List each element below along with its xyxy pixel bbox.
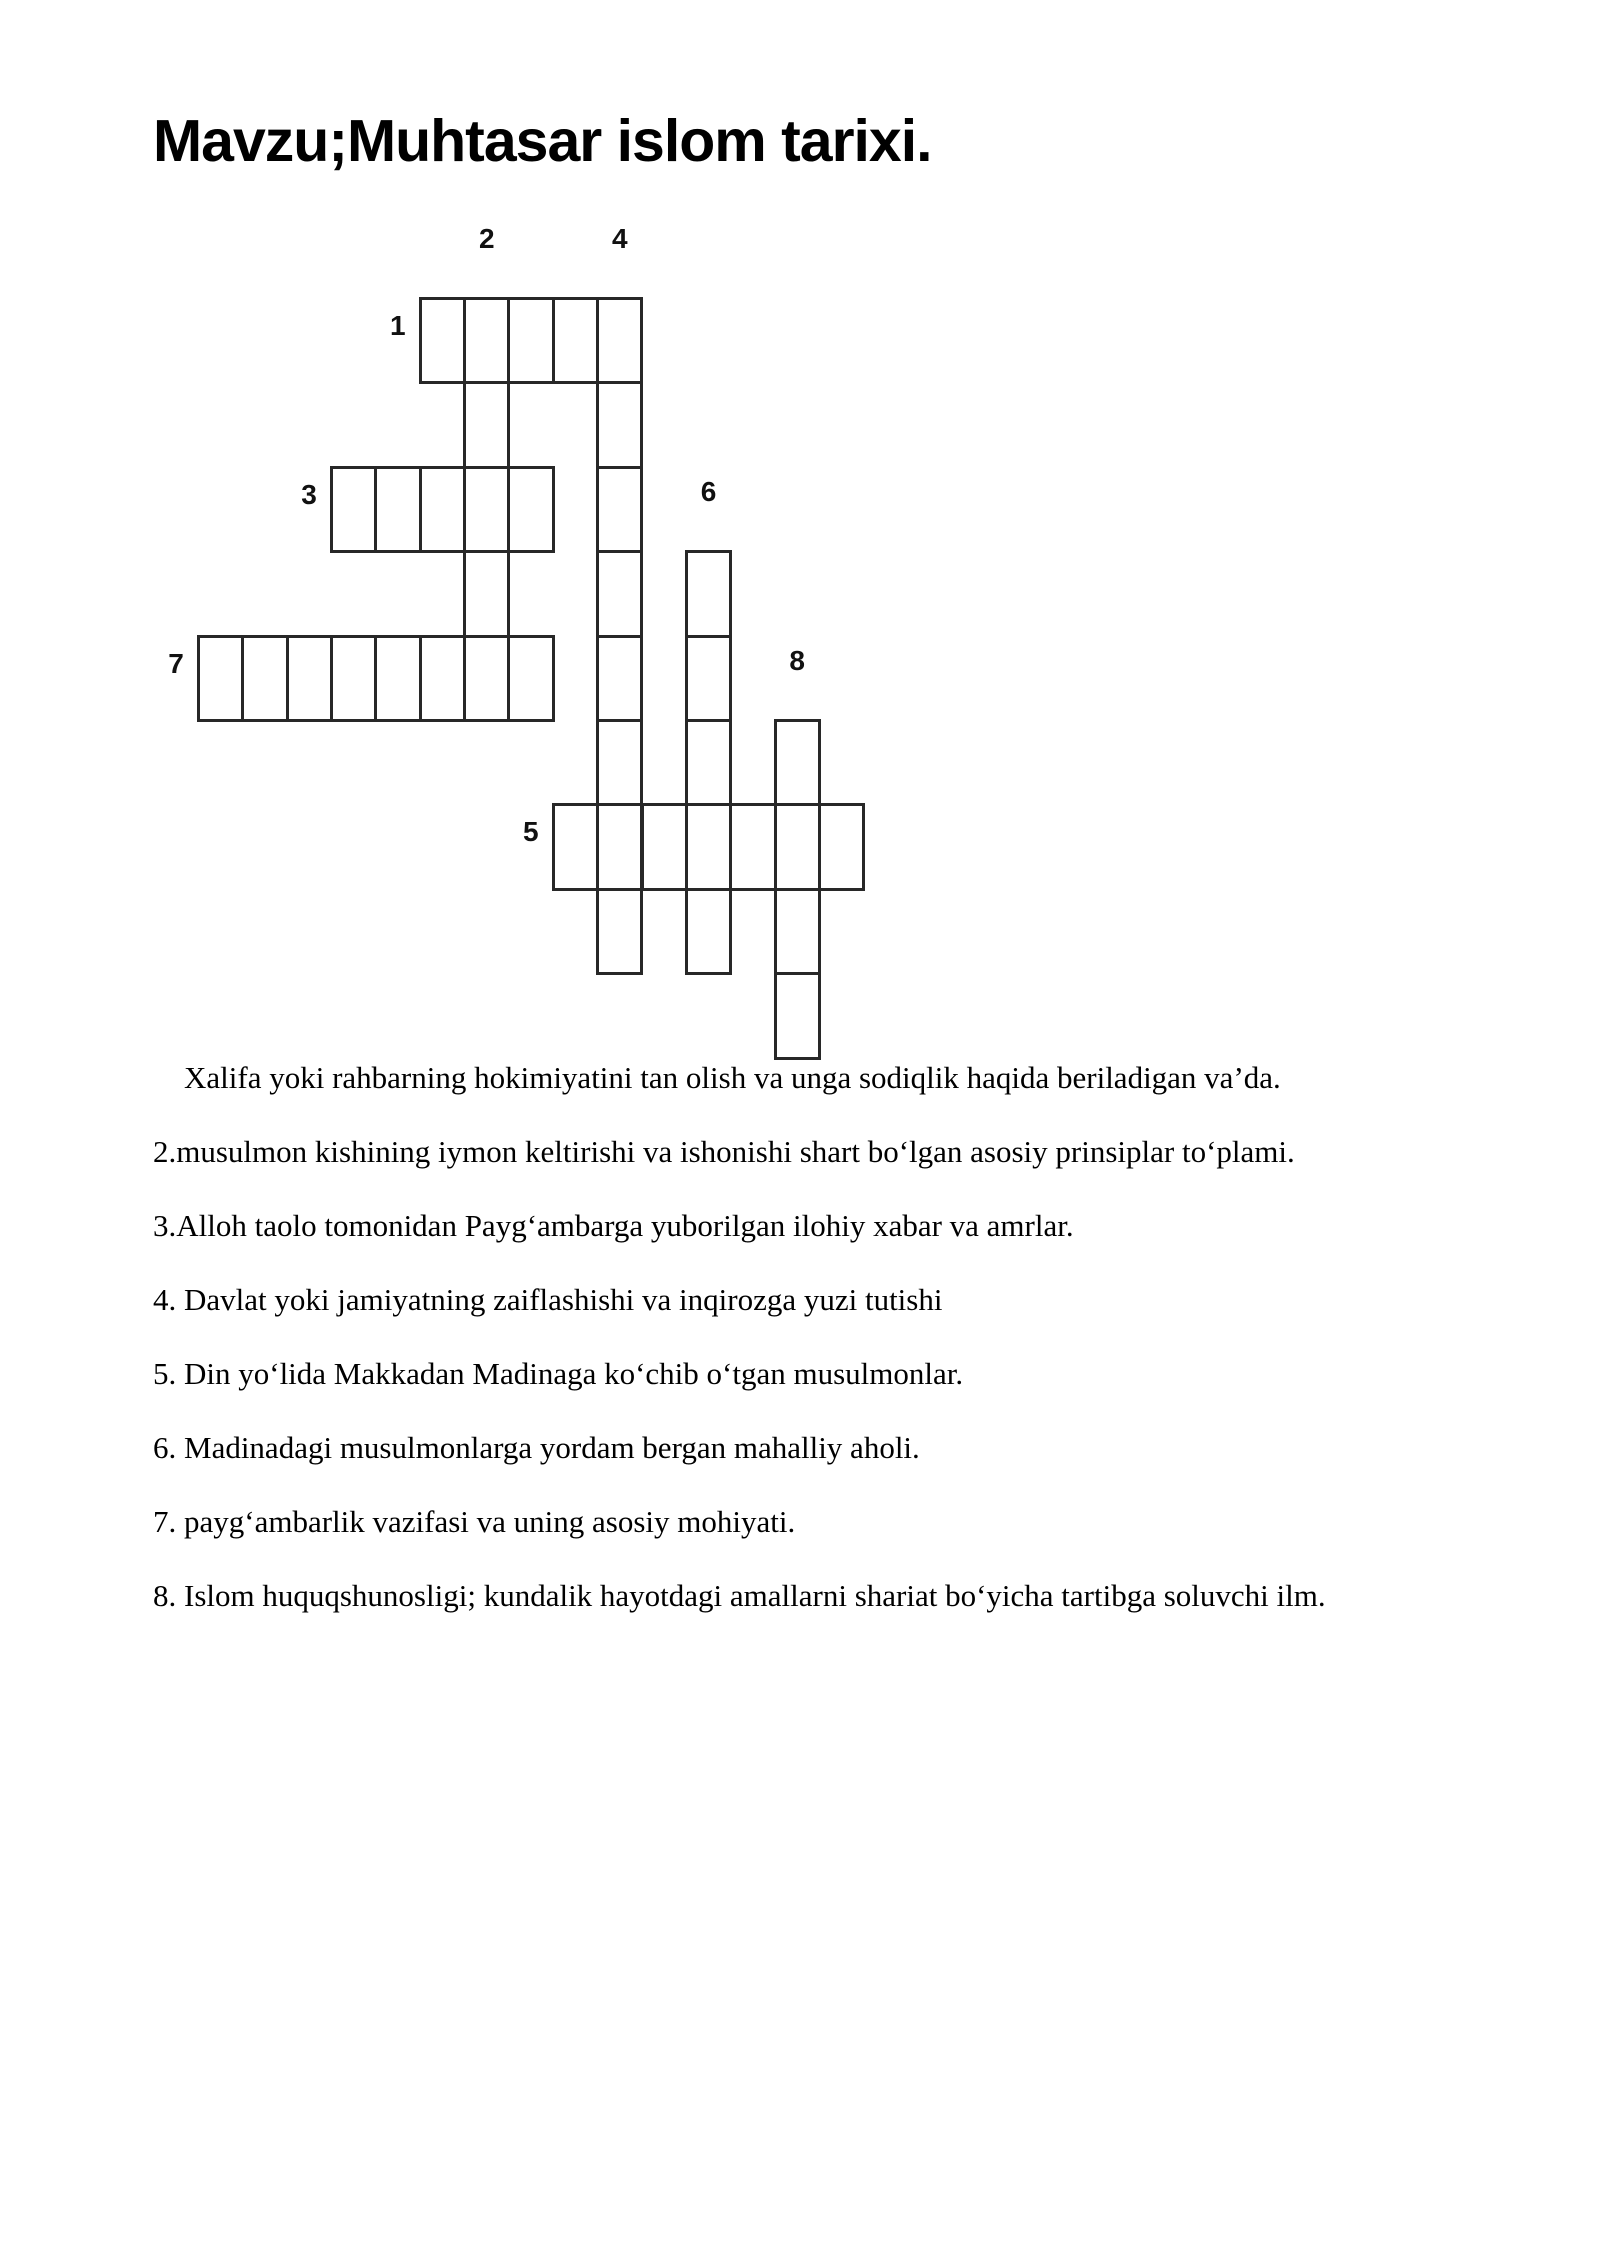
- word-number-label: 3: [301, 478, 317, 510]
- word-number-label: 7: [168, 647, 184, 679]
- crossword-cell: [596, 719, 643, 806]
- clue-item: Xalifa yoki rahbarning hokimiyatini tan olish va unga sodiqlik haqida beriladigan va’da.: [184, 1060, 1281, 1095]
- crossword-cell: [419, 635, 466, 722]
- crossword-cell: [507, 466, 554, 553]
- crossword-cell: [774, 888, 821, 975]
- clue-item: 7. payg‘ambarlik vazifasi va uning asosiy mohiyati.: [153, 1504, 796, 1539]
- page-title: Mavzu;Muhtasar islom tarixi.: [153, 108, 932, 174]
- crossword-cell: [330, 635, 377, 722]
- word-number-label: 6: [700, 476, 717, 508]
- word-number-label: 4: [612, 223, 628, 254]
- word-number-label: 8: [789, 645, 806, 676]
- crossword-cell: [197, 635, 244, 722]
- crossword-cell: [685, 888, 732, 975]
- crossword-cell: [596, 888, 643, 975]
- word-number-label: 5: [523, 816, 539, 848]
- crossword-cell: [596, 803, 643, 890]
- crossword-cell: [596, 635, 643, 722]
- crossword-cell: [507, 297, 554, 384]
- crossword-cell: [818, 803, 865, 890]
- crossword-cell: [286, 635, 333, 722]
- crossword-cell: [463, 297, 510, 384]
- crossword-cell: [419, 466, 466, 553]
- crossword-cell: [729, 803, 776, 890]
- crossword-cell: [685, 719, 732, 806]
- crossword-cell: [596, 550, 643, 637]
- crossword-cell: [685, 550, 732, 637]
- clue-item: 6. Madinadagi musulmonlarga yordam bergan mahalliy aholi.: [153, 1430, 920, 1465]
- crossword-cell: [463, 466, 510, 553]
- clue-item: 3.Alloh taolo tomonidan Payg‘ambarga yuborilgan ilohiy xabar va amrlar.: [153, 1208, 1074, 1243]
- crossword-cell: [774, 803, 821, 890]
- crossword-cell: [685, 635, 732, 722]
- crossword-cell: [330, 466, 377, 553]
- crossword-cell: [641, 803, 688, 890]
- crossword-cell: [596, 466, 643, 553]
- clue-item: 4. Davlat yoki jamiyatning zaiflashishi va inqirozga yuzi tutishi: [153, 1282, 943, 1317]
- crossword-cell: [374, 466, 421, 553]
- crossword-cell: [596, 381, 643, 468]
- crossword-cell: [552, 297, 599, 384]
- crossword-cell: [463, 550, 510, 637]
- crossword-cell: [419, 297, 466, 384]
- clue-item: 8. Islom huquqshunosligi; kundalik hayotdagi amallarni shariat bo‘yicha tartibga soluvchi ilm.: [153, 1578, 1326, 1613]
- crossword-cell: [374, 635, 421, 722]
- crossword-cell: [241, 635, 288, 722]
- crossword-cell: [596, 297, 643, 384]
- crossword-cell: [774, 719, 821, 806]
- crossword-cell: [463, 381, 510, 468]
- crossword-cell: [774, 972, 821, 1059]
- crossword-cell: [552, 803, 599, 890]
- crossword-cell: [685, 803, 732, 890]
- clue-item: 5. Din yo‘lida Makkadan Madinaga ko‘chib o‘tgan musulmonlar.: [153, 1356, 964, 1391]
- clue-item: 2.musulmon kishining iymon keltirishi va ishonishi shart bo‘lgan asosiy prinsiplar to‘plami.: [153, 1134, 1295, 1169]
- word-number-label: 1: [389, 310, 406, 341]
- crossword-cell: [463, 635, 510, 722]
- word-number-label: 2: [478, 223, 495, 254]
- crossword-cell: [507, 635, 554, 722]
